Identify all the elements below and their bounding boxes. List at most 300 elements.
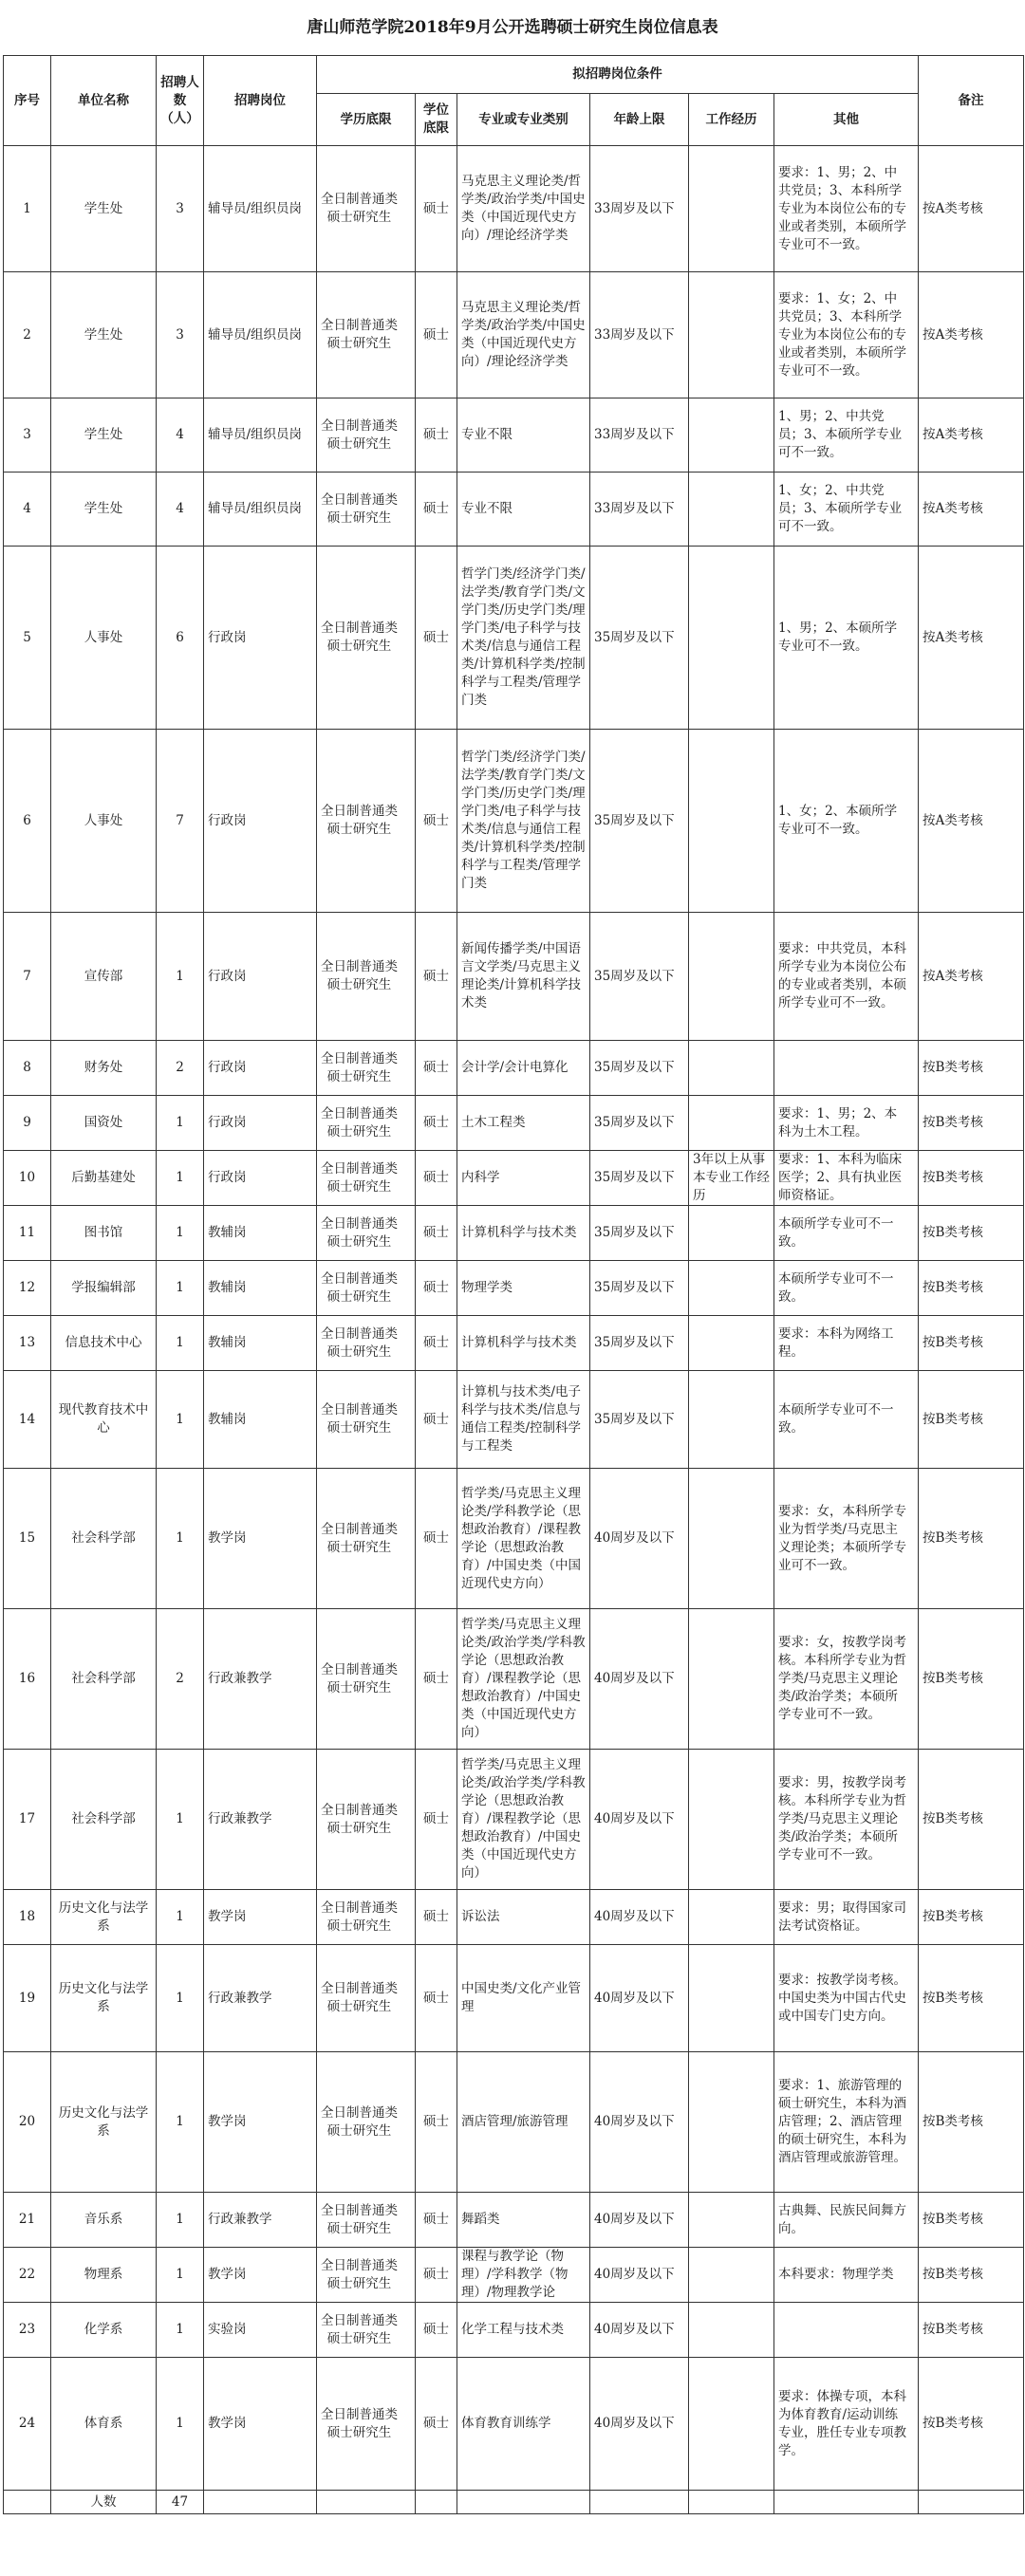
cell-post: 行政兼教学 xyxy=(204,1750,317,1890)
cell-seq: 22 xyxy=(4,2248,51,2303)
cell-seq: 23 xyxy=(4,2303,51,2358)
cell-other-requirements xyxy=(774,1041,919,1096)
cell-age-limit: 40周岁及以下 xyxy=(590,1890,689,1945)
cell-unit: 学生处 xyxy=(51,473,157,547)
header-conditions: 拟招聘岗位条件 xyxy=(317,56,919,94)
cell-age-limit: 40周岁及以下 xyxy=(590,1469,689,1609)
cell-post: 辅导员/组织员岗 xyxy=(204,473,317,547)
cell-degree: 硕士 xyxy=(416,913,457,1041)
cell-seq: 21 xyxy=(4,2193,51,2248)
cell-major: 体育教育训练学 xyxy=(457,2358,590,2491)
cell-post: 行政岗 xyxy=(204,730,317,913)
cell-unit: 学生处 xyxy=(51,146,157,272)
cell-post: 教辅岗 xyxy=(204,1206,317,1261)
cell-post: 行政兼教学 xyxy=(204,2193,317,2248)
cell-count: 3 xyxy=(157,272,204,398)
header-major: 专业或专业类别 xyxy=(457,94,590,146)
cell-remark: 按A类考核 xyxy=(919,730,1024,913)
cell-remark: 按B类考核 xyxy=(919,2303,1024,2358)
cell-other-requirements: 要求：女，本科所学专业为哲学类/马克思主义理论类；本硕所学专业可不一致。 xyxy=(774,1469,919,1609)
header-age: 年龄上限 xyxy=(590,94,689,146)
cell-experience xyxy=(689,1945,774,2052)
cell-major: 专业不限 xyxy=(457,398,590,473)
cell-count: 1 xyxy=(157,1371,204,1469)
cell-other-requirements: 本硕所学专业可不一致。 xyxy=(774,1206,919,1261)
cell-education: 全日制普通类硕士研究生 xyxy=(317,2303,416,2358)
cell-experience xyxy=(689,730,774,913)
table-row xyxy=(4,730,1024,913)
cell-seq: 2 xyxy=(4,272,51,398)
header-remark: 备注 xyxy=(919,56,1024,146)
cell-experience xyxy=(689,272,774,398)
cell-remark: 按B类考核 xyxy=(919,1206,1024,1261)
cell-post: 行政岗 xyxy=(204,547,317,730)
cell-remark: 按A类考核 xyxy=(919,272,1024,398)
cell-other-requirements: 要求：1、女；2、中共党员；3、本科所学专业为本岗位公布的专业或者类别，本硕所学专业可不一致。 xyxy=(774,272,919,398)
cell-remark: 按B类考核 xyxy=(919,2248,1024,2303)
cell-major: 哲学门类/经济学门类/法学类/教育学门类/文学门类/历史学门类/理学门类/电子科学与技术类/信息与通信工程类/计算机科学类/控制科学与工程类/管理学门类 xyxy=(457,730,590,913)
cell-major: 马克思主义理论类/哲学类/政治学类/中国史类（中国近现代史方向）/理论经济学类 xyxy=(457,272,590,398)
cell-other-requirements: 1、男；2、中共党员；3、本硕所学专业可不一致。 xyxy=(774,398,919,473)
header-post: 招聘岗位 xyxy=(204,56,317,146)
cell-degree: 硕士 xyxy=(416,1151,457,1206)
table-row xyxy=(4,1609,1024,1750)
cell-count: 1 xyxy=(157,913,204,1041)
table-row xyxy=(4,1890,1024,1945)
cell-age-limit: 35周岁及以下 xyxy=(590,1316,689,1371)
cell-degree: 硕士 xyxy=(416,2248,457,2303)
cell-seq: 7 xyxy=(4,913,51,1041)
cell-education: 全日制普通类硕士研究生 xyxy=(317,2358,416,2491)
cell-remark: 按A类考核 xyxy=(919,473,1024,547)
total-blank xyxy=(590,2491,689,2514)
cell-experience xyxy=(689,1609,774,1750)
cell-experience xyxy=(689,2248,774,2303)
cell-degree: 硕士 xyxy=(416,1261,457,1316)
cell-education: 全日制普通类硕士研究生 xyxy=(317,473,416,547)
cell-age-limit: 35周岁及以下 xyxy=(590,913,689,1041)
cell-age-limit: 35周岁及以下 xyxy=(590,1041,689,1096)
cell-seq: 24 xyxy=(4,2358,51,2491)
cell-other-requirements: 要求：男；取得国家司法考试资格证。 xyxy=(774,1890,919,1945)
cell-post: 教学岗 xyxy=(204,2358,317,2491)
cell-post: 教辅岗 xyxy=(204,1371,317,1469)
cell-unit: 学生处 xyxy=(51,398,157,473)
cell-experience xyxy=(689,2358,774,2491)
cell-degree: 硕士 xyxy=(416,2193,457,2248)
table-row xyxy=(4,473,1024,547)
header-exp: 工作经历 xyxy=(689,94,774,146)
cell-seq: 6 xyxy=(4,730,51,913)
cell-count: 1 xyxy=(157,2052,204,2193)
cell-education: 全日制普通类硕士研究生 xyxy=(317,272,416,398)
cell-degree: 硕士 xyxy=(416,730,457,913)
cell-count: 6 xyxy=(157,547,204,730)
cell-experience xyxy=(689,1371,774,1469)
cell-post: 行政岗 xyxy=(204,1041,317,1096)
cell-experience xyxy=(689,1206,774,1261)
cell-age-limit: 40周岁及以下 xyxy=(590,2193,689,2248)
table-row xyxy=(4,2358,1024,2491)
cell-education: 全日制普通类硕士研究生 xyxy=(317,1750,416,1890)
cell-experience xyxy=(689,473,774,547)
table-row xyxy=(4,398,1024,473)
cell-degree: 硕士 xyxy=(416,398,457,473)
table-row xyxy=(4,1151,1024,1206)
cell-count: 3 xyxy=(157,146,204,272)
cell-seq: 9 xyxy=(4,1096,51,1151)
cell-count: 1 xyxy=(157,1469,204,1609)
cell-remark: 按B类考核 xyxy=(919,1151,1024,1206)
cell-age-limit: 40周岁及以下 xyxy=(590,2303,689,2358)
cell-education: 全日制普通类硕士研究生 xyxy=(317,1316,416,1371)
cell-post: 教学岗 xyxy=(204,2052,317,2193)
cell-experience xyxy=(689,2193,774,2248)
cell-experience xyxy=(689,547,774,730)
cell-unit: 现代教育技术中心 xyxy=(51,1371,157,1469)
cell-remark: 按A类考核 xyxy=(919,398,1024,473)
cell-age-limit: 40周岁及以下 xyxy=(590,1750,689,1890)
cell-seq: 16 xyxy=(4,1609,51,1750)
cell-major: 计算机与技术类/电子科学与技术类/信息与通信工程类/控制科学与工程类 xyxy=(457,1371,590,1469)
cell-other-requirements: 本科要求：物理学类 xyxy=(774,2248,919,2303)
cell-unit: 体育系 xyxy=(51,2358,157,2491)
table-row xyxy=(4,1469,1024,1609)
cell-age-limit: 33周岁及以下 xyxy=(590,146,689,272)
cell-education: 全日制普通类硕士研究生 xyxy=(317,2052,416,2193)
total-label: 人数 xyxy=(51,2491,157,2514)
cell-count: 1 xyxy=(157,2248,204,2303)
cell-seq: 3 xyxy=(4,398,51,473)
cell-age-limit: 40周岁及以下 xyxy=(590,2358,689,2491)
cell-experience xyxy=(689,1041,774,1096)
cell-seq: 18 xyxy=(4,1890,51,1945)
total-blank xyxy=(774,2491,919,2514)
cell-major: 舞蹈类 xyxy=(457,2193,590,2248)
cell-seq: 8 xyxy=(4,1041,51,1096)
cell-other-requirements: 本硕所学专业可不一致。 xyxy=(774,1261,919,1316)
cell-degree: 硕士 xyxy=(416,1206,457,1261)
cell-post: 教辅岗 xyxy=(204,1316,317,1371)
cell-experience xyxy=(689,2303,774,2358)
cell-major: 计算机科学与技术类 xyxy=(457,1206,590,1261)
cell-remark: 按B类考核 xyxy=(919,1041,1024,1096)
cell-major: 新闻传播学类/中国语言文学类/马克思主义理论类/计算机科学技术类 xyxy=(457,913,590,1041)
header-other: 其他 xyxy=(774,94,919,146)
cell-age-limit: 33周岁及以下 xyxy=(590,272,689,398)
cell-post: 行政岗 xyxy=(204,913,317,1041)
table-row xyxy=(4,1750,1024,1890)
cell-degree: 硕士 xyxy=(416,272,457,398)
cell-remark: 按B类考核 xyxy=(919,1945,1024,2052)
cell-major: 诉讼法 xyxy=(457,1890,590,1945)
cell-education: 全日制普通类硕士研究生 xyxy=(317,1945,416,2052)
cell-seq: 19 xyxy=(4,1945,51,2052)
cell-seq: 1 xyxy=(4,146,51,272)
cell-education: 全日制普通类硕士研究生 xyxy=(317,146,416,272)
cell-other-requirements: 本硕所学专业可不一致。 xyxy=(774,1371,919,1469)
cell-degree: 硕士 xyxy=(416,1945,457,2052)
cell-education: 全日制普通类硕士研究生 xyxy=(317,1890,416,1945)
cell-unit: 国资处 xyxy=(51,1096,157,1151)
cell-post: 教学岗 xyxy=(204,1469,317,1609)
cell-degree: 硕士 xyxy=(416,146,457,272)
cell-age-limit: 40周岁及以下 xyxy=(590,1609,689,1750)
table-row xyxy=(4,1041,1024,1096)
cell-major: 哲学门类/经济学门类/法学类/教育学门类/文学门类/历史学门类/理学门类/电子科学与技术类/信息与通信工程类/计算机科学类/控制科学与工程类/管理学门类 xyxy=(457,547,590,730)
cell-major: 哲学类/马克思主义理论类/政治学类/学科教学论（思想政治教育）/课程教学论（思想政治教育）/中国史类（中国近现代史方向） xyxy=(457,1609,590,1750)
cell-unit: 图书馆 xyxy=(51,1206,157,1261)
cell-unit: 信息技术中心 xyxy=(51,1316,157,1371)
cell-unit: 历史文化与法学系 xyxy=(51,1890,157,1945)
cell-seq: 10 xyxy=(4,1151,51,1206)
total-blank xyxy=(4,2491,51,2514)
cell-other-requirements: 古典舞、民族民间舞方向。 xyxy=(774,2193,919,2248)
cell-unit: 人事处 xyxy=(51,547,157,730)
cell-other-requirements: 要求：1、本科为临床医学；2、具有执业医师资格证。 xyxy=(774,1151,919,1206)
header-seq: 序号 xyxy=(4,56,51,146)
cell-major: 专业不限 xyxy=(457,473,590,547)
cell-age-limit: 35周岁及以下 xyxy=(590,1371,689,1469)
cell-unit: 历史文化与法学系 xyxy=(51,2052,157,2193)
cell-other-requirements: 要求：按教学岗考核。中国史类为中国古代史或中国专门史方向。 xyxy=(774,1945,919,2052)
cell-unit: 社会科学部 xyxy=(51,1750,157,1890)
cell-remark: 按B类考核 xyxy=(919,1316,1024,1371)
total-row xyxy=(4,2491,1024,2514)
cell-unit: 学报编辑部 xyxy=(51,1261,157,1316)
cell-post: 行政兼教学 xyxy=(204,1945,317,2052)
cell-degree: 硕士 xyxy=(416,1609,457,1750)
cell-count: 1 xyxy=(157,2303,204,2358)
table-row xyxy=(4,1261,1024,1316)
total-blank xyxy=(317,2491,416,2514)
cell-unit: 人事处 xyxy=(51,730,157,913)
header-row-1 xyxy=(4,56,1024,94)
table-row xyxy=(4,1371,1024,1469)
cell-experience xyxy=(689,1750,774,1890)
cell-major: 化学工程与技术类 xyxy=(457,2303,590,2358)
cell-count: 7 xyxy=(157,730,204,913)
cell-remark: 按B类考核 xyxy=(919,1261,1024,1316)
cell-age-limit: 35周岁及以下 xyxy=(590,1261,689,1316)
cell-unit: 社会科学部 xyxy=(51,1609,157,1750)
cell-experience xyxy=(689,398,774,473)
cell-other-requirements: 1、女；2、中共党员；3、本硕所学专业可不一致。 xyxy=(774,473,919,547)
cell-post: 教辅岗 xyxy=(204,1261,317,1316)
cell-age-limit: 35周岁及以下 xyxy=(590,547,689,730)
cell-post: 行政岗 xyxy=(204,1096,317,1151)
cell-degree: 硕士 xyxy=(416,2358,457,2491)
table-row xyxy=(4,2303,1024,2358)
total-blank xyxy=(204,2491,317,2514)
cell-count: 1 xyxy=(157,1096,204,1151)
cell-count: 1 xyxy=(157,1151,204,1206)
cell-education: 全日制普通类硕士研究生 xyxy=(317,2248,416,2303)
cell-education: 全日制普通类硕士研究生 xyxy=(317,1041,416,1096)
cell-degree: 硕士 xyxy=(416,1890,457,1945)
cell-seq: 14 xyxy=(4,1371,51,1469)
table-row xyxy=(4,1316,1024,1371)
table-row xyxy=(4,547,1024,730)
cell-degree: 硕士 xyxy=(416,2052,457,2193)
cell-seq: 13 xyxy=(4,1316,51,1371)
table-body xyxy=(4,146,1024,2491)
table-row xyxy=(4,1096,1024,1151)
cell-remark: 按B类考核 xyxy=(919,2358,1024,2491)
cell-degree: 硕士 xyxy=(416,1750,457,1890)
cell-education: 全日制普通类硕士研究生 xyxy=(317,1261,416,1316)
cell-age-limit: 33周岁及以下 xyxy=(590,473,689,547)
cell-age-limit: 35周岁及以下 xyxy=(590,1206,689,1261)
cell-education: 全日制普通类硕士研究生 xyxy=(317,1096,416,1151)
cell-count: 2 xyxy=(157,1609,204,1750)
cell-major: 哲学类/马克思主义理论类/学科教学论（思想政治教育）/课程教学论（思想政治教育）/中国史类（中国近现代史方向） xyxy=(457,1469,590,1609)
cell-unit: 宣传部 xyxy=(51,913,157,1041)
cell-experience xyxy=(689,1096,774,1151)
cell-other-requirements: 要求：男，按教学岗考核。本科所学专业为哲学类/马克思主义理论类/政治学类；本硕所学专业可不一致。 xyxy=(774,1750,919,1890)
cell-age-limit: 40周岁及以下 xyxy=(590,2248,689,2303)
cell-experience xyxy=(689,146,774,272)
cell-degree: 硕士 xyxy=(416,1041,457,1096)
cell-count: 1 xyxy=(157,1316,204,1371)
cell-major: 马克思主义理论类/哲学类/政治学类/中国史类（中国近现代史方向）/理论经济学类 xyxy=(457,146,590,272)
cell-experience: 3年以上从事本专业工作经历 xyxy=(689,1151,774,1206)
cell-education: 全日制普通类硕士研究生 xyxy=(317,547,416,730)
cell-remark: 按A类考核 xyxy=(919,547,1024,730)
cell-other-requirements: 1、女；2、本硕所学专业可不一致。 xyxy=(774,730,919,913)
cell-age-limit: 35周岁及以下 xyxy=(590,1151,689,1206)
cell-seq: 17 xyxy=(4,1750,51,1890)
cell-education: 全日制普通类硕士研究生 xyxy=(317,730,416,913)
cell-remark: 按B类考核 xyxy=(919,1890,1024,1945)
cell-remark: 按A类考核 xyxy=(919,913,1024,1041)
header-edu: 学历底限 xyxy=(317,94,416,146)
cell-major: 内科学 xyxy=(457,1151,590,1206)
cell-post: 实验岗 xyxy=(204,2303,317,2358)
cell-major: 哲学类/马克思主义理论类/政治学类/学科教学论（思想政治教育）/课程教学论（思想政治教育）/中国史类（中国近现代史方向） xyxy=(457,1750,590,1890)
cell-post: 辅导员/组织员岗 xyxy=(204,146,317,272)
cell-unit: 后勤基建处 xyxy=(51,1151,157,1206)
table-row xyxy=(4,2052,1024,2193)
cell-education: 全日制普通类硕士研究生 xyxy=(317,1469,416,1609)
cell-unit: 历史文化与法学系 xyxy=(51,1945,157,2052)
cell-major: 会计学/会计电算化 xyxy=(457,1041,590,1096)
cell-count: 1 xyxy=(157,1206,204,1261)
positions-table xyxy=(3,55,1024,2514)
cell-degree: 硕士 xyxy=(416,2303,457,2358)
cell-education: 全日制普通类硕士研究生 xyxy=(317,398,416,473)
cell-seq: 11 xyxy=(4,1206,51,1261)
cell-experience xyxy=(689,1469,774,1609)
table-row xyxy=(4,1945,1024,2052)
cell-remark: 按A类考核 xyxy=(919,146,1024,272)
cell-major: 土木工程类 xyxy=(457,1096,590,1151)
cell-experience xyxy=(689,2052,774,2193)
cell-major: 课程与教学论（物理）/学科教学（物理）/物理教学论 xyxy=(457,2248,590,2303)
cell-degree: 硕士 xyxy=(416,473,457,547)
total-blank xyxy=(457,2491,590,2514)
cell-other-requirements: 要求：中共党员，本科所学专业为本岗位公布的专业或者类别，本硕所学专业可不一致。 xyxy=(774,913,919,1041)
cell-other-requirements: 要求：1、男；2、中共党员；3、本科所学专业为本岗位公布的专业或者类别，本硕所学专业可不一致。 xyxy=(774,146,919,272)
cell-age-limit: 40周岁及以下 xyxy=(590,1945,689,2052)
cell-count: 4 xyxy=(157,398,204,473)
cell-other-requirements: 要求：体操专项，本科为体育教育/运动训练专业，胜任专业专项教学。 xyxy=(774,2358,919,2491)
cell-other-requirements: 要求：本科为网络工程。 xyxy=(774,1316,919,1371)
cell-seq: 5 xyxy=(4,547,51,730)
cell-age-limit: 35周岁及以下 xyxy=(590,730,689,913)
cell-remark: 按B类考核 xyxy=(919,2052,1024,2193)
cell-major: 计算机科学与技术类 xyxy=(457,1316,590,1371)
cell-education: 全日制普通类硕士研究生 xyxy=(317,913,416,1041)
cell-other-requirements: 要求：1、男；2、本科为土木工程。 xyxy=(774,1096,919,1151)
table-row xyxy=(4,2193,1024,2248)
cell-post: 教学岗 xyxy=(204,1890,317,1945)
cell-unit: 社会科学部 xyxy=(51,1469,157,1609)
cell-other-requirements: 要求：1、旅游管理的硕士研究生，本科为酒店管理；2、酒店管理的硕士研究生，本科为酒店管理或旅游管理。 xyxy=(774,2052,919,2193)
total-blank xyxy=(919,2491,1024,2514)
table-row xyxy=(4,146,1024,272)
page-title: 唐山师范学院2018年9月公开选聘硕士研究生岗位信息表 xyxy=(307,18,718,37)
cell-unit: 音乐系 xyxy=(51,2193,157,2248)
cell-major: 物理学类 xyxy=(457,1261,590,1316)
cell-education: 全日制普通类硕士研究生 xyxy=(317,2193,416,2248)
cell-remark: 按B类考核 xyxy=(919,2193,1024,2248)
cell-count: 1 xyxy=(157,2193,204,2248)
total-count: 47 xyxy=(157,2491,204,2514)
total-blank xyxy=(689,2491,774,2514)
cell-unit: 学生处 xyxy=(51,272,157,398)
cell-degree: 硕士 xyxy=(416,1371,457,1469)
cell-degree: 硕士 xyxy=(416,1469,457,1609)
cell-remark: 按B类考核 xyxy=(919,1750,1024,1890)
cell-experience xyxy=(689,1316,774,1371)
cell-count: 1 xyxy=(157,1890,204,1945)
table-row xyxy=(4,1206,1024,1261)
cell-age-limit: 40周岁及以下 xyxy=(590,2052,689,2193)
cell-seq: 15 xyxy=(4,1469,51,1609)
cell-post: 行政兼教学 xyxy=(204,1609,317,1750)
cell-post: 行政岗 xyxy=(204,1151,317,1206)
cell-age-limit: 33周岁及以下 xyxy=(590,398,689,473)
cell-experience xyxy=(689,1890,774,1945)
cell-count: 1 xyxy=(157,1261,204,1316)
cell-remark: 按B类考核 xyxy=(919,1609,1024,1750)
cell-unit: 物理系 xyxy=(51,2248,157,2303)
cell-age-limit: 35周岁及以下 xyxy=(590,1096,689,1151)
cell-other-requirements xyxy=(774,2303,919,2358)
cell-major: 中国史类/文化产业管理 xyxy=(457,1945,590,2052)
cell-education: 全日制普通类硕士研究生 xyxy=(317,1609,416,1750)
cell-seq: 12 xyxy=(4,1261,51,1316)
table-row xyxy=(4,272,1024,398)
cell-degree: 硕士 xyxy=(416,1316,457,1371)
cell-remark: 按B类考核 xyxy=(919,1469,1024,1609)
cell-count: 1 xyxy=(157,1945,204,2052)
cell-post: 辅导员/组织员岗 xyxy=(204,398,317,473)
cell-education: 全日制普通类硕士研究生 xyxy=(317,1371,416,1469)
cell-degree: 硕士 xyxy=(416,1096,457,1151)
header-unit: 单位名称 xyxy=(51,56,157,146)
cell-education: 全日制普通类硕士研究生 xyxy=(317,1151,416,1206)
table-row xyxy=(4,913,1024,1041)
cell-other-requirements: 1、男；2、本硕所学专业可不一致。 xyxy=(774,547,919,730)
cell-major: 酒店管理/旅游管理 xyxy=(457,2052,590,2193)
header-degree: 学位底限 xyxy=(416,94,457,146)
cell-remark: 按B类考核 xyxy=(919,1371,1024,1469)
cell-seq: 20 xyxy=(4,2052,51,2193)
table-row xyxy=(4,2248,1024,2303)
header-count: 招聘人数（人） xyxy=(157,56,204,146)
